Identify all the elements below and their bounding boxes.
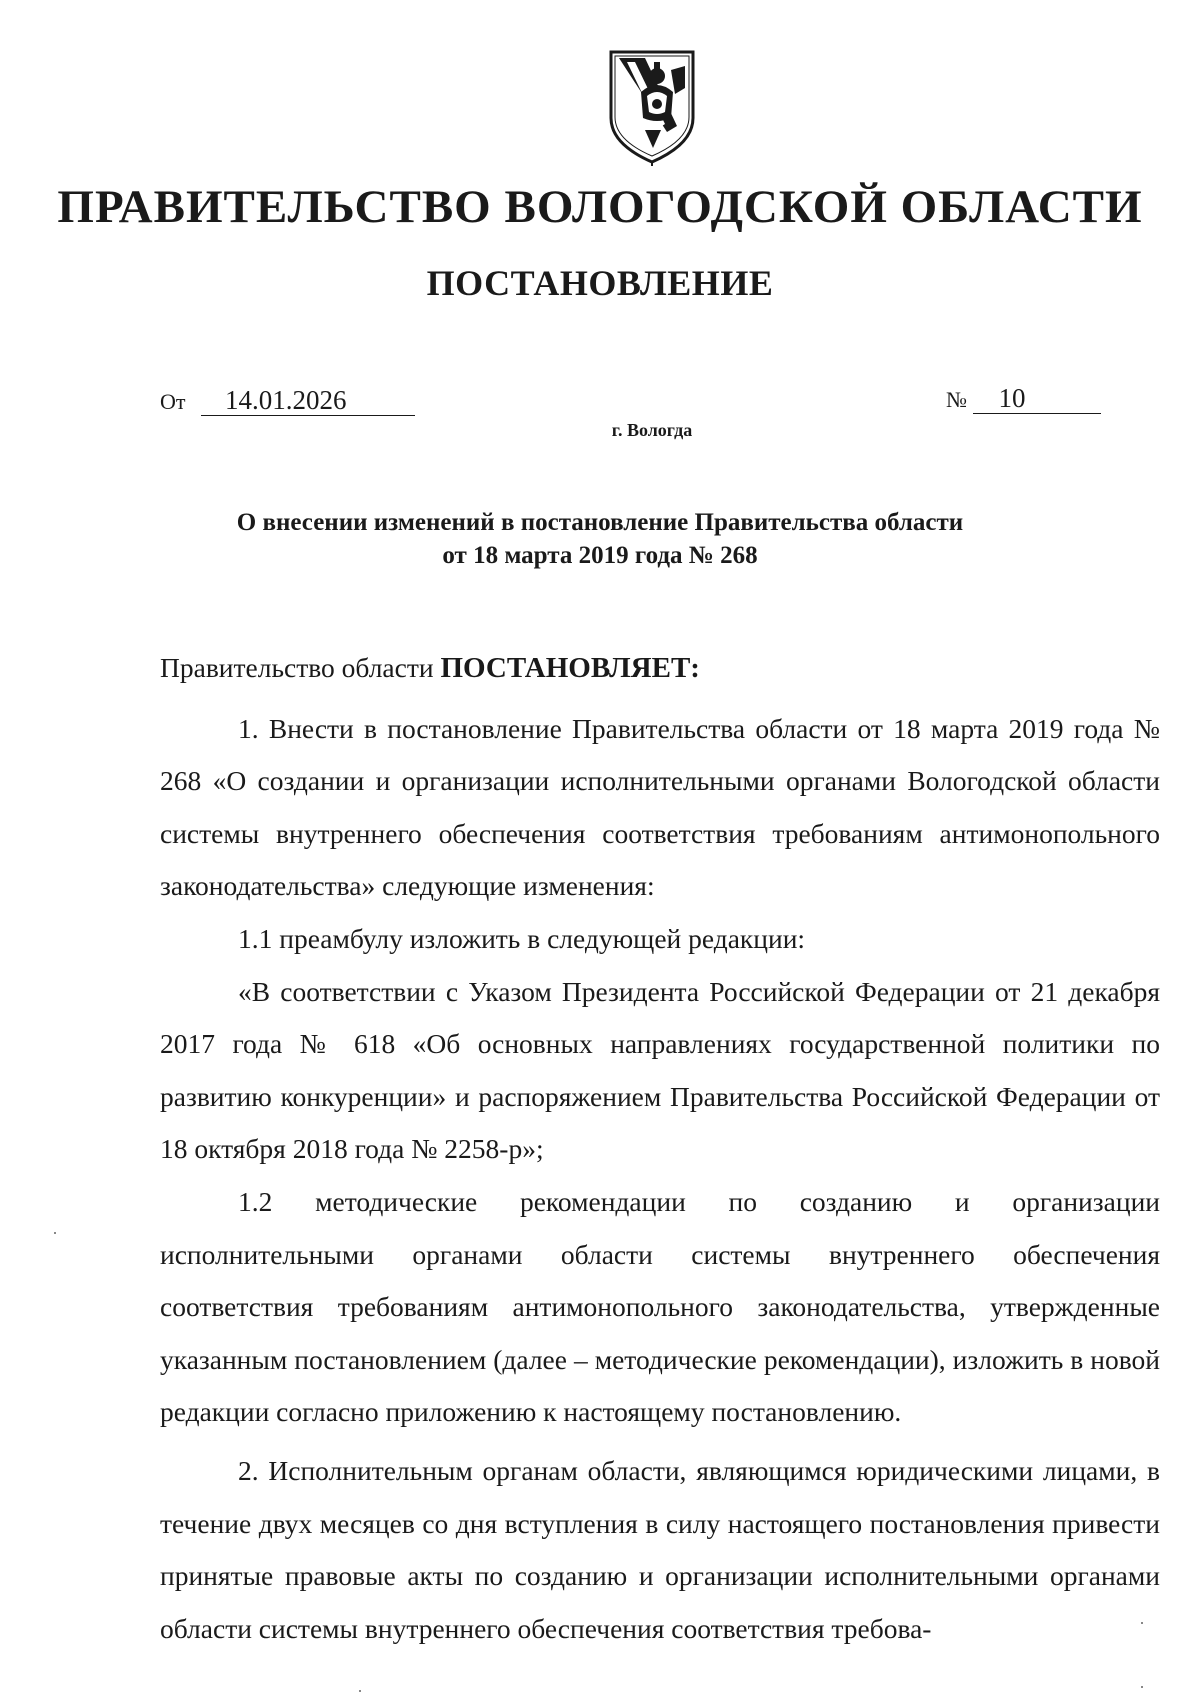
- subject-line-2: от 18 марта 2019 года № 268: [442, 542, 758, 569]
- document-body: [160, 642, 1160, 1655]
- paragraph-1-2: 1.2 методические рекомендации по созданию и организации исполнительными органами области системы внутреннего обеспечения соответствия требованиям антимонопольного законодательства, утвержденные указанным постановлением (далее – методические рекомендации), изложить в новой редакции согласно приложению к настоящему постановлению.: [160, 1185, 1160, 1428]
- document-date: 14.01.2026: [201, 385, 415, 416]
- paragraph-1: 1. Внести в постановление Правительства области от 18 марта 2019 года № 268 «О создании и организации исполнительными органами Вологодской области системы внутреннего обеспечения соответствия требованиям антимонопольного законодательства» следующие изменения:: [160, 712, 1160, 902]
- paragraph-preamble-quote: «В соответствии с Указом Президента Российской Федерации от 21 декабря 2017 года № 618 «Об основных направлениях государственной политики по развитию конкуренции» и распоряжением Правительства Российской Федерации от 18 октября 2018 года № 2258-р»;: [160, 975, 1160, 1165]
- organization-title: ПРАВИТЕЛЬСТВО ВОЛОГОДСКОЙ ОБЛАСТИ: [57, 181, 1143, 233]
- city-label: г. Вологда: [611, 420, 693, 440]
- document-number: 10: [973, 383, 1101, 414]
- number-field: [946, 383, 1101, 414]
- coat-of-arms-icon: [605, 48, 699, 166]
- paragraph-2: 2. Исполнительным органам области, являющимся юридическими лицами, в течение двух месяцев со дня вступления в силу настоящего постановления привести принятые правовые акты по созданию и организации исполнительными органами области системы внутреннего обеспечения соответствия требова-: [160, 1454, 1160, 1644]
- scan-artifact: [54, 1232, 56, 1234]
- scan-artifact: [1141, 1686, 1143, 1688]
- preamble: [160, 642, 1160, 695]
- scan-artifact: [1141, 1622, 1143, 1624]
- document-subject: [0, 506, 1200, 572]
- paragraph-1-1: 1.1 преамбулу изложить в следующей редакции:: [238, 922, 806, 954]
- date-field: [160, 385, 415, 416]
- date-prefix: От: [160, 389, 186, 414]
- preamble-resolution: ПОСТАНОВЛЯЕТ:: [440, 652, 700, 684]
- document-type-heading: ПОСТАНОВЛЕНИЕ: [426, 263, 774, 303]
- preamble-text: Правительство области: [160, 652, 441, 683]
- subject-line-1: О внесении изменений в постановление Правительства области: [236, 509, 964, 536]
- scan-artifact: [359, 1690, 361, 1692]
- number-prefix: №: [946, 387, 967, 412]
